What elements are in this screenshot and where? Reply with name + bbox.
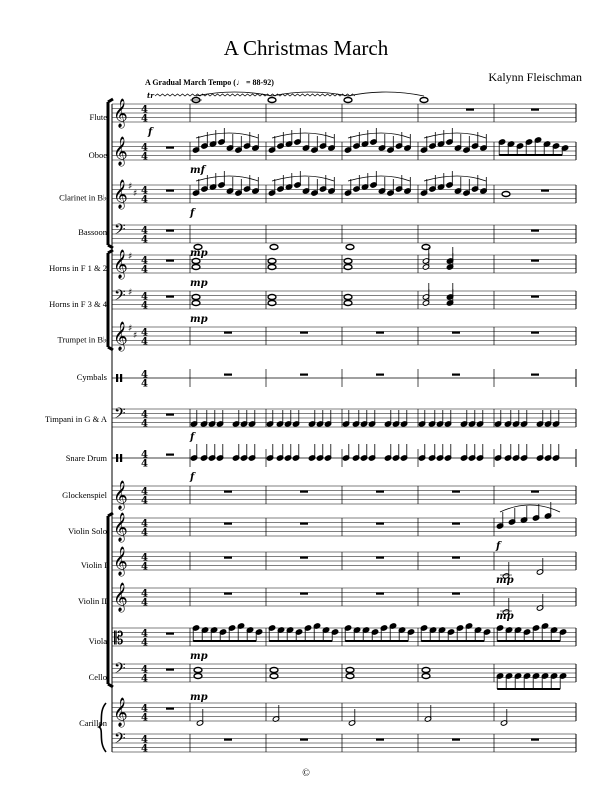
- treble-clef-icon: 𝄞: [113, 98, 128, 127]
- staff-horns12: [112, 255, 576, 273]
- whole-note: [268, 295, 276, 300]
- dynamic-marking: mp: [190, 314, 208, 325]
- whole-note: [502, 192, 510, 197]
- whole-rest: [376, 739, 384, 741]
- whole-rest: [452, 491, 460, 493]
- whole-rest: [224, 523, 232, 525]
- whole-note: [270, 668, 278, 673]
- staff-label-violin1: Violin I: [80, 560, 107, 570]
- staff-carillon_lh: [112, 734, 576, 752]
- whole-rest: [531, 260, 539, 262]
- dynamic-marking: f: [496, 541, 501, 552]
- percussion-clef-icon: [116, 454, 118, 462]
- dynamic-marking: mp: [190, 278, 208, 289]
- whole-rest: [531, 332, 539, 334]
- whole-rest: [166, 633, 174, 635]
- trill-line: [155, 94, 355, 96]
- staff-label-flute: Flute: [89, 112, 107, 122]
- time-signature-top: 4: [141, 734, 148, 746]
- staff-label-violin2: Violin II: [78, 596, 107, 606]
- time-signature-top: 4: [141, 225, 148, 237]
- dynamic-marking: f: [190, 432, 195, 443]
- dynamic-marking: mp: [190, 248, 208, 259]
- treble-clef-icon: 𝄞: [113, 512, 128, 541]
- whole-note: [268, 98, 276, 103]
- treble-clef-icon: 𝄞: [113, 136, 128, 165]
- staff-horns34: [112, 291, 576, 309]
- whole-rest: [224, 332, 232, 334]
- time-signature-bottom: 4: [141, 336, 148, 348]
- treble-clef-icon: 𝄞: [113, 179, 128, 208]
- staff-label-carillon: Carillon: [79, 718, 107, 728]
- time-signature-bottom: 4: [141, 712, 148, 724]
- whole-note: [270, 245, 278, 250]
- time-signature-bottom: 4: [141, 300, 148, 312]
- treble-clef-icon: 𝄞: [113, 480, 128, 509]
- whole-rest: [531, 491, 539, 493]
- whole-note: [194, 668, 202, 673]
- whole-rest: [376, 491, 384, 493]
- sharp-icon: ♯: [128, 288, 133, 298]
- whole-rest: [452, 374, 460, 376]
- staff-violin1: [112, 552, 576, 570]
- whole-rest: [541, 190, 549, 192]
- whole-rest: [300, 523, 308, 525]
- sharp-icon: ♯: [133, 331, 138, 341]
- time-signature-bottom: 4: [141, 264, 148, 276]
- whole-rest: [166, 708, 174, 710]
- whole-rest: [224, 593, 232, 595]
- whole-rest: [300, 491, 308, 493]
- whole-note: [346, 245, 354, 250]
- time-signature-bottom: 4: [141, 637, 148, 649]
- bass-clef-icon: 𝄢: [114, 221, 126, 242]
- whole-note: [194, 674, 202, 679]
- whole-rest: [531, 296, 539, 298]
- slur: [348, 133, 410, 138]
- sharp-icon: ♯: [128, 182, 133, 192]
- time-signature-top: 4: [141, 185, 148, 197]
- percussion-clef-icon: [120, 374, 122, 382]
- whole-note: [268, 301, 276, 306]
- whole-rest: [452, 593, 460, 595]
- treble-clef-icon: 𝄞: [113, 321, 128, 350]
- staff-label-timpani: Timpani in G & A: [44, 414, 107, 424]
- slur: [272, 133, 334, 138]
- staff-label-snare: Snare Drum: [65, 453, 107, 463]
- dynamic-marking: mf: [190, 165, 205, 176]
- time-signature-top: 4: [141, 486, 148, 498]
- time-signature-top: 4: [141, 409, 148, 421]
- time-signature-top: 4: [141, 104, 148, 116]
- sharp-icon: ♯: [133, 189, 138, 199]
- bass-clef-icon: 𝄢: [114, 405, 126, 426]
- brace-carillon: [99, 703, 106, 752]
- dynamic-marking: mp: [496, 611, 514, 622]
- sharp-icon: ♯: [128, 324, 133, 334]
- staff-label-horns34: Horns in F 3 & 4: [49, 299, 107, 309]
- staff-violin2: [112, 588, 576, 606]
- treble-clef-icon: 𝄞: [113, 697, 128, 726]
- whole-rest: [166, 454, 174, 456]
- dynamic-marking: f: [190, 208, 195, 219]
- staff-label-bassoon: Bassoon: [78, 227, 107, 237]
- whole-rest: [166, 414, 174, 416]
- whole-note: [346, 674, 354, 679]
- staff-oboe: [112, 142, 576, 160]
- slur: [348, 176, 410, 181]
- dynamic-marking: f: [190, 472, 195, 483]
- time-signature-bottom: 4: [141, 597, 148, 609]
- time-signature-bottom: 4: [141, 527, 148, 539]
- sharp-icon: ♯: [128, 252, 133, 262]
- whole-note: [268, 259, 276, 264]
- trill-icon: tr: [147, 91, 154, 100]
- page-title: A Christmas March: [223, 36, 389, 60]
- time-signature-bottom: 4: [141, 743, 148, 755]
- time-signature-top: 4: [141, 664, 148, 676]
- time-signature-top: 4: [141, 255, 148, 267]
- slur: [196, 133, 258, 138]
- whole-rest: [376, 374, 384, 376]
- tie: [272, 92, 348, 96]
- whole-note: [344, 265, 352, 270]
- whole-rest: [300, 593, 308, 595]
- time-signature-top: 4: [141, 628, 148, 640]
- time-signature-top: 4: [141, 291, 148, 303]
- whole-rest: [452, 523, 460, 525]
- time-signature-bottom: 4: [141, 495, 148, 507]
- whole-rest: [224, 491, 232, 493]
- whole-rest: [452, 557, 460, 559]
- whole-note: [344, 295, 352, 300]
- whole-rest: [376, 523, 384, 525]
- staff-glock: [112, 486, 576, 504]
- time-signature-top: 4: [141, 449, 148, 461]
- dynamic-marking: mp: [190, 651, 208, 662]
- alto-clef-icon: 𝄡: [114, 629, 124, 649]
- whole-note: [192, 259, 200, 264]
- staff-label-cymbals: Cymbals: [76, 372, 107, 382]
- whole-note: [270, 674, 278, 679]
- staff-label-violin-solo: Violin Solo: [68, 526, 107, 536]
- whole-rest: [452, 332, 460, 334]
- whole-rest: [166, 669, 174, 671]
- whole-rest: [300, 739, 308, 741]
- treble-clef-icon: 𝄞: [113, 582, 128, 611]
- whole-rest: [466, 109, 474, 111]
- slur: [196, 176, 258, 181]
- time-signature-bottom: 4: [141, 151, 148, 163]
- whole-rest: [166, 190, 174, 192]
- staff-bassoon: [112, 225, 576, 243]
- whole-note: [192, 301, 200, 306]
- whole-note: [192, 295, 200, 300]
- whole-note: [420, 98, 428, 103]
- whole-rest: [531, 739, 539, 741]
- time-signature-bottom: 4: [141, 561, 148, 573]
- time-signature-bottom: 4: [141, 378, 148, 390]
- whole-rest: [452, 739, 460, 741]
- whole-rest: [376, 557, 384, 559]
- whole-rest: [166, 260, 174, 262]
- staff-label-trumpet: Trumpet in B♭: [57, 334, 107, 345]
- copyright: ©: [302, 768, 310, 779]
- bass-clef-icon: 𝄢: [114, 730, 126, 751]
- percussion-clef-icon: [116, 374, 118, 382]
- time-signature-bottom: 4: [141, 673, 148, 685]
- whole-note: [422, 668, 430, 673]
- time-signature-top: 4: [141, 142, 148, 154]
- dynamic-marking: f: [148, 127, 153, 138]
- whole-rest: [531, 374, 539, 376]
- time-signature-bottom: 4: [141, 418, 148, 430]
- time-signature-bottom: 4: [141, 458, 148, 470]
- staff-violinsolo: [112, 518, 576, 536]
- time-signature-top: 4: [141, 327, 148, 339]
- composer-name: Kalynn Fleischman: [488, 70, 582, 84]
- whole-note: [344, 301, 352, 306]
- staff-label-oboe: Oboe: [88, 150, 107, 160]
- slur: [424, 133, 486, 138]
- time-signature-top: 4: [141, 588, 148, 600]
- slur: [424, 176, 486, 181]
- treble-clef-icon: 𝄞: [113, 249, 128, 278]
- tempo-marking: A Gradual March Tempo (♩ = 88-92): [145, 78, 274, 87]
- staff-label-glockenspiel: Glockenspiel: [62, 490, 107, 500]
- whole-rest: [224, 557, 232, 559]
- whole-rest: [300, 557, 308, 559]
- whole-note: [344, 259, 352, 264]
- whole-rest: [224, 374, 232, 376]
- staff-label-clarinet: Clarinet in B♭: [59, 192, 107, 203]
- time-signature-bottom: 4: [141, 234, 148, 246]
- time-signature-top: 4: [141, 369, 148, 381]
- staff-label-horns12: Horns in F 1 & 2: [49, 263, 107, 273]
- staff-label-viola: Viola: [88, 636, 107, 646]
- whole-rest: [300, 332, 308, 334]
- dynamic-marking: mp: [190, 692, 208, 703]
- percussion-clef-icon: [120, 454, 122, 462]
- whole-note: [268, 265, 276, 270]
- whole-note: [192, 265, 200, 270]
- whole-note: [346, 668, 354, 673]
- time-signature-top: 4: [141, 518, 148, 530]
- slur: [272, 176, 334, 181]
- staff-label-cello: Cello: [88, 672, 107, 682]
- whole-rest: [166, 147, 174, 149]
- staff-flute: [112, 104, 576, 122]
- time-signature-bottom: 4: [141, 113, 148, 125]
- whole-rest: [300, 374, 308, 376]
- bass-clef-icon: 𝄢: [114, 660, 126, 681]
- time-signature-top: 4: [141, 703, 148, 715]
- whole-rest: [166, 296, 174, 298]
- whole-rest: [376, 593, 384, 595]
- bass-clef-icon: 𝄢: [114, 287, 126, 308]
- whole-note: [422, 674, 430, 679]
- whole-rest: [531, 109, 539, 111]
- tie: [348, 92, 424, 96]
- whole-rest: [531, 230, 539, 232]
- whole-rest: [224, 739, 232, 741]
- time-signature-top: 4: [141, 552, 148, 564]
- staff-trumpet: [112, 327, 576, 345]
- whole-rest: [166, 230, 174, 232]
- treble-clef-icon: 𝄞: [113, 546, 128, 575]
- dynamic-marking: mp: [496, 575, 514, 586]
- whole-note: [344, 98, 352, 103]
- whole-rest: [376, 332, 384, 334]
- time-signature-bottom: 4: [141, 194, 148, 206]
